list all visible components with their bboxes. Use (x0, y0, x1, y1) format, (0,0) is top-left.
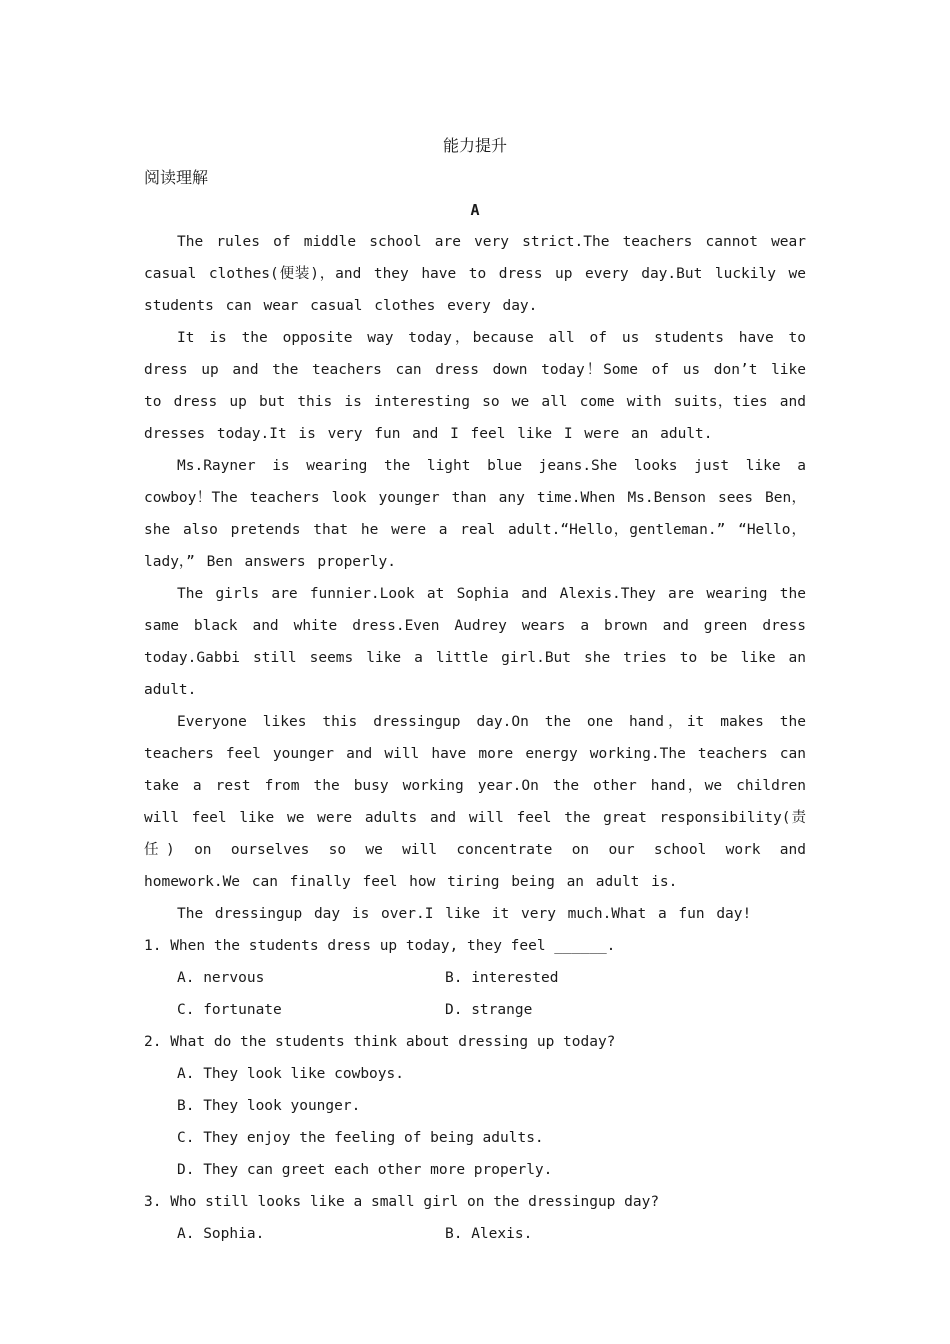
question-2-option-c: C. They enjoy the feeling of being adults. (177, 1130, 544, 1146)
question-1-option-a: A. nervous (177, 970, 265, 986)
question-1-options-row-2 (144, 994, 806, 1026)
question-2-text: 2. What do the students think about dressing up today? (144, 1034, 616, 1050)
passage-paragraph-4: The girls are funnier.Look at Sophia and Alexis.They are wearing the same black and white dress.Even Audrey wears a brown and green dress today.Gabbi still seems like a little girl.But she tries to be like an adult. (144, 586, 806, 698)
passage-paragraph-2: It is the opposite way today，because all of us students have to dress up and the teachers can dress down today！Some of us don’t like to dress up but this is interesting so we all come with suits，ties and dresses today.It is very fun and I feel like I were an adult. (144, 330, 806, 442)
question-1-option-b: B. interested (445, 970, 559, 986)
question-3-option-b: B. Alexis. (445, 1226, 533, 1242)
question-2 (144, 1026, 806, 1186)
question-3 (144, 1186, 806, 1250)
question-1-options-row-1 (144, 962, 806, 994)
question-2-option-d: D. They can greet each other more properly. (177, 1162, 553, 1178)
passage-paragraph-6: The dressingup day is over.I like it very much.What a fun day! (177, 906, 752, 922)
question-1-text: 1. When the students dress up today, they feel ______. (144, 938, 616, 954)
page-title: 能力提升 (442, 136, 507, 155)
passage-paragraph-5: Everyone likes this dressingup day.On the one hand，it makes the teachers feel younger and will have more energy working.The teachers can take a rest from the busy working year.On the other hand，we children will feel like we were adults and will feel the great responsibility(责任) on ourselves so we will concentrate on our school work and homework.We can finally feel how tiring being an adult is. (144, 714, 806, 890)
passage-paragraph-1: The rules of middle school are very strict.The teachers cannot wear casual clothes(便装)，and they have to dress up every day.But luckily we students can wear casual clothes every day. (144, 234, 806, 314)
question-2-option-b: B. They look younger. (177, 1098, 361, 1114)
passage-paragraph-3: Ms.Rayner is wearing the light blue jeans.She looks just like a cowboy！The teachers look younger than any time.When Ms.Benson sees Ben，she also pretends that he were a real adult.“Hello，gentleman.” “Hello，lady，” Ben answers properly. (144, 458, 806, 570)
question-2-option-a: A. They look like cowboys. (177, 1066, 404, 1082)
question-1-option-c: C. fortunate (177, 1002, 282, 1018)
document-page (144, 130, 806, 1250)
question-3-options-row-1 (144, 1218, 806, 1250)
question-3-option-a: A. Sophia. (177, 1226, 265, 1242)
question-3-text: 3. Who still looks like a small girl on the dressingup day? (144, 1194, 660, 1210)
question-1 (144, 930, 806, 1026)
section-heading: 阅读理解 (144, 168, 209, 187)
passage-label: A (470, 201, 480, 219)
question-1-option-d: D. strange (445, 1002, 533, 1018)
